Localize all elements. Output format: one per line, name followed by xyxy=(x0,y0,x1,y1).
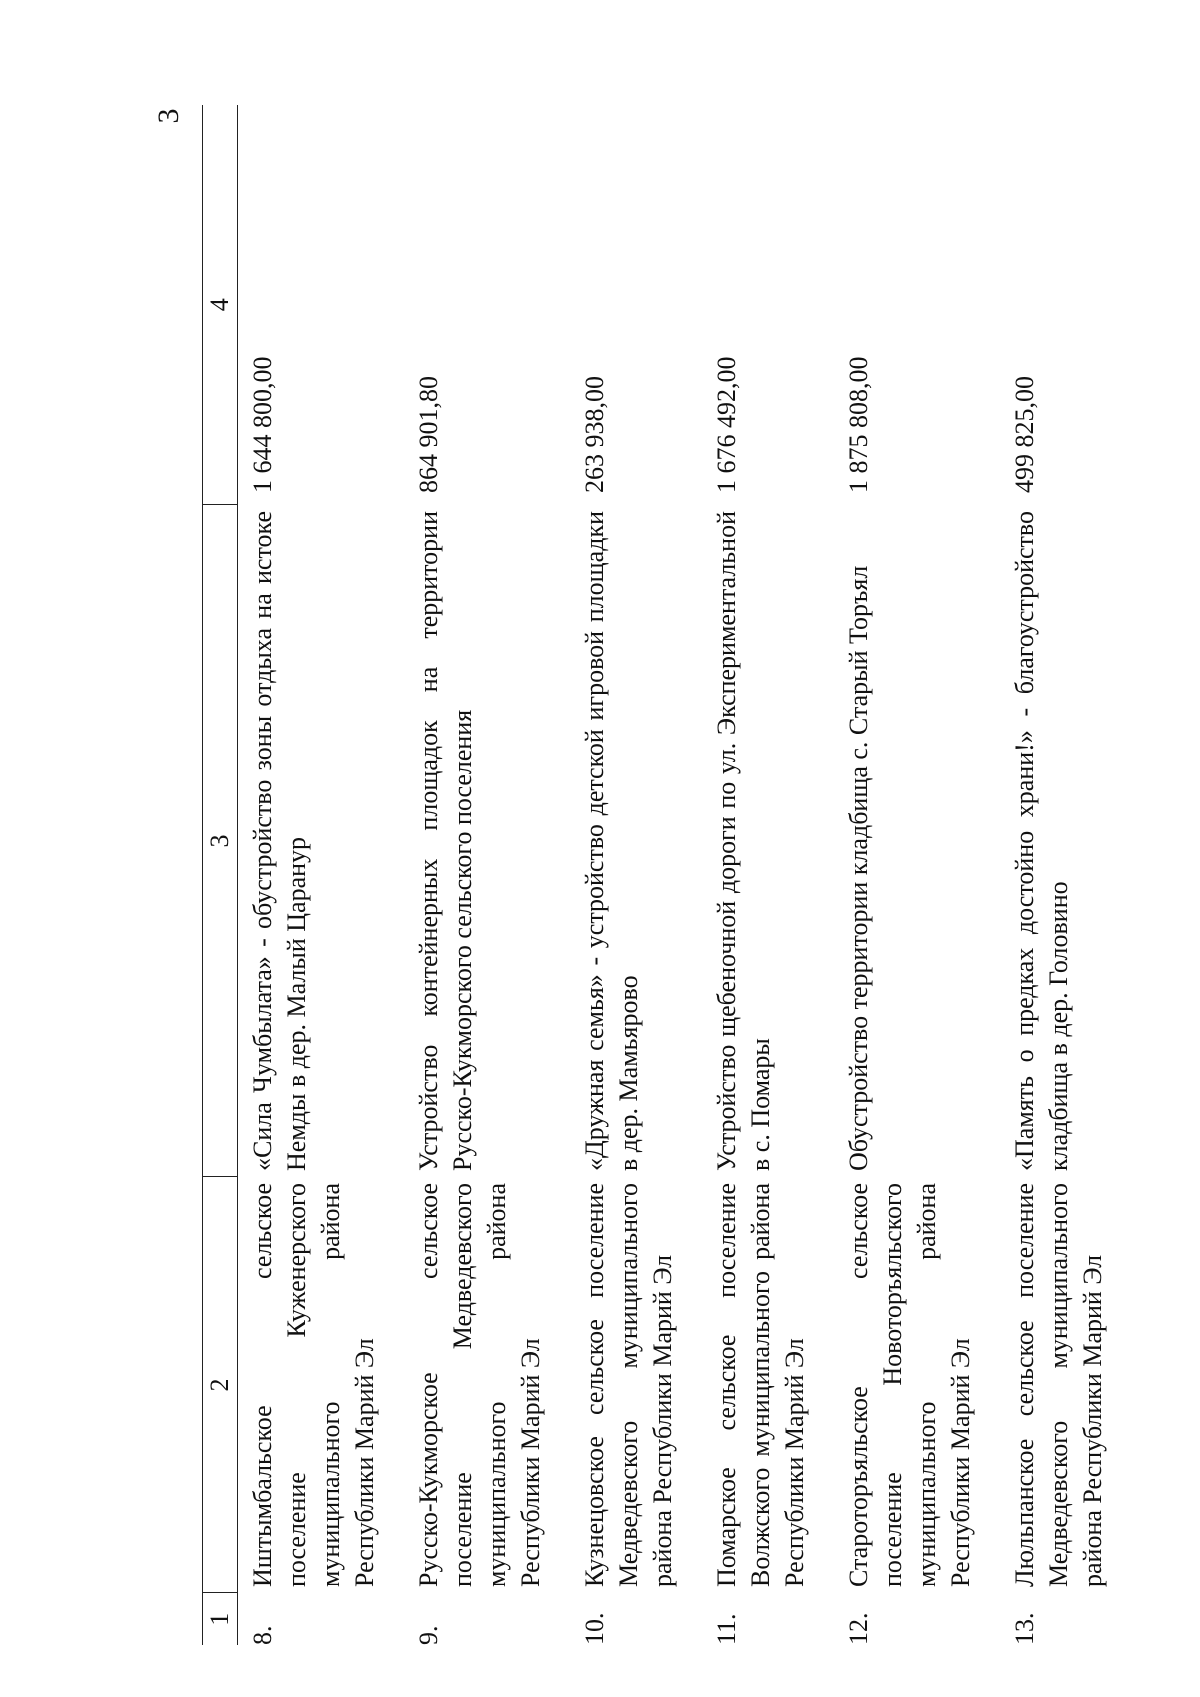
amount-value: 1 875 808,00 xyxy=(844,356,873,493)
settlement-name: Староторъяльское сельское поселение Новоторъяльского муниципального района Республики Марий Эл xyxy=(844,1183,975,1587)
row-number: 11. xyxy=(712,1613,741,1645)
amount-value: 263 938,00 xyxy=(580,376,609,493)
table-row xyxy=(404,105,570,1645)
table-header-row xyxy=(203,105,238,1645)
header-col-3: 3 xyxy=(203,505,238,1177)
project-description: «Память о предках достойно храни!» - благоустройство кладбища в дер. Головино xyxy=(1010,511,1073,1171)
row-number: 9. xyxy=(414,1625,443,1645)
settlement-name: Кузнецовское сельское поселение Медведевского муниципального района Республики Марий Эл xyxy=(580,1183,677,1587)
project-description: Устройство контейнерных площадок на территории Русско-Кукморского сельского поселения xyxy=(414,511,477,1171)
header-col-4: 4 xyxy=(203,105,238,505)
table-row xyxy=(834,105,1000,1645)
table-row xyxy=(570,105,702,1645)
page-number: 3 xyxy=(152,108,185,124)
header-col-1: 1 xyxy=(203,1593,238,1645)
row-number: 13. xyxy=(1010,1612,1039,1645)
header-col-2: 2 xyxy=(203,1177,238,1593)
table-row xyxy=(238,105,405,1645)
rotated-table-container xyxy=(202,105,1107,1645)
row-number: 10. xyxy=(580,1612,609,1645)
amount-value: 1 644 800,00 xyxy=(248,356,277,493)
amount-value: 864 901,80 xyxy=(414,376,443,493)
settlement-name: Люльпанское сельское поселение Медведевского муниципального района Республики Марий Эл xyxy=(1010,1183,1107,1587)
project-description: «Дружная семья» - устройство детской игровой площадки в дер. Мамьярово xyxy=(580,511,643,1171)
projects-table xyxy=(202,105,1132,1645)
table-row xyxy=(1000,105,1132,1645)
settlement-name: Иштымбальское сельское поселение Куженерского муниципального района Республики Марий Эл xyxy=(248,1183,379,1587)
project-description: «Сила Чумбылата» - обустройство зоны отдыха на истоке Немды в дер. Малый Царанур xyxy=(248,511,311,1171)
row-number: 12. xyxy=(844,1612,873,1645)
row-number: 8. xyxy=(248,1625,277,1645)
project-description: Обустройство территории кладбища с. Старый Торъял xyxy=(844,565,873,1171)
amount-value: 499 825,00 xyxy=(1010,376,1039,493)
settlement-name: Помарское сельское поселение Волжского муниципального района Республики Марий Эл xyxy=(712,1183,809,1587)
amount-value: 1 676 492,00 xyxy=(712,356,741,493)
settlement-name: Русско-Кукморское сельское поселение Медведевского муниципального района Республики Марий Эл xyxy=(414,1183,545,1587)
table-row xyxy=(702,105,834,1645)
project-description: Устройство щебеночной дороги по ул. Экспериментальной в с. Помары xyxy=(712,511,775,1171)
